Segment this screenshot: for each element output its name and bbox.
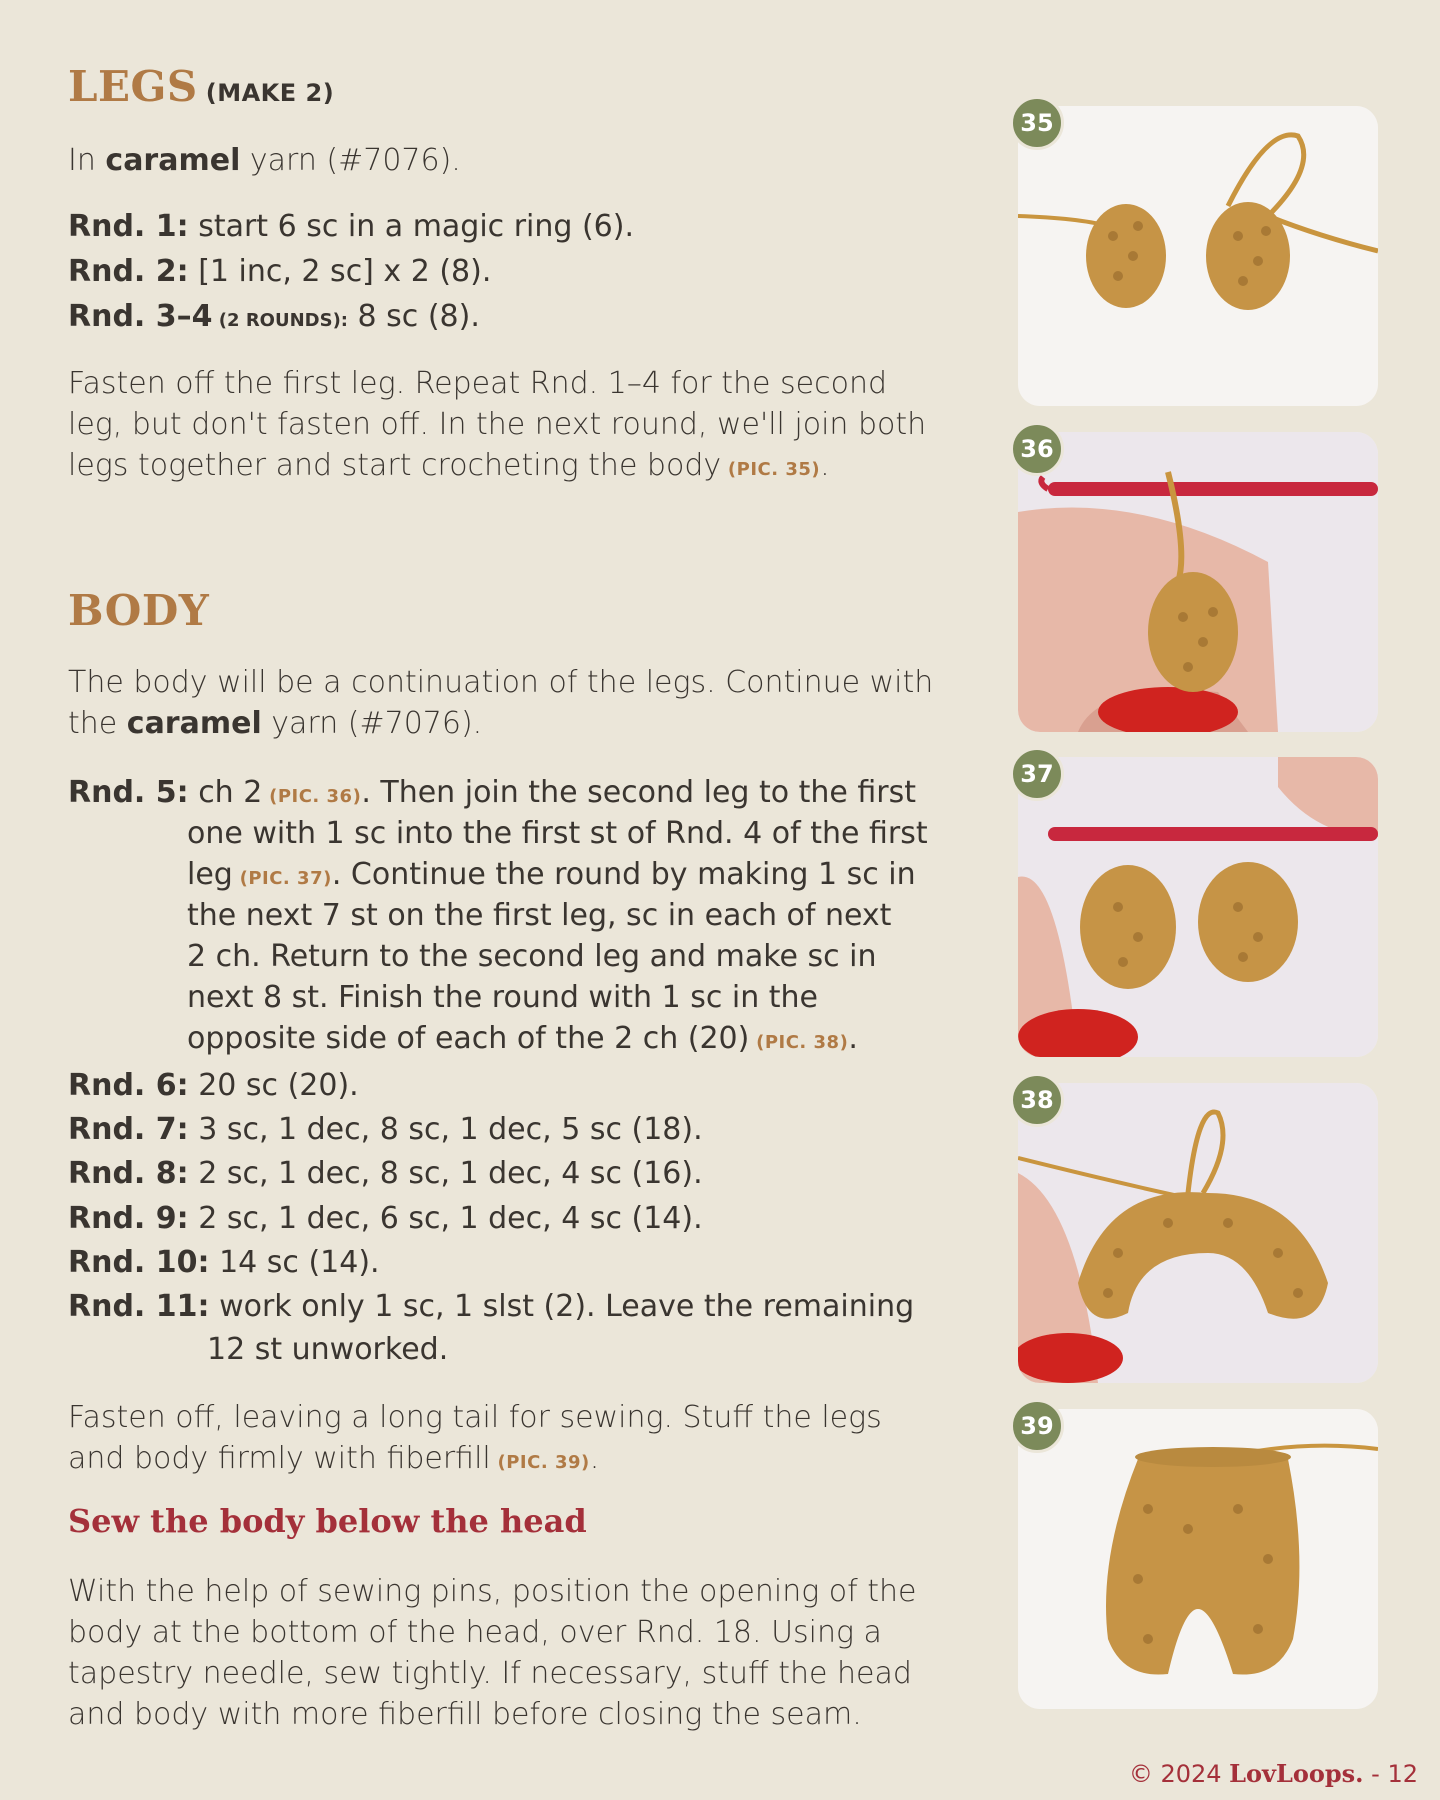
legs-title: LEGS — [68, 62, 198, 111]
body-intro: The body will be a continuation of the legs. Continue with the caramel yarn (#7076). — [68, 665, 934, 741]
body-rnd-9: Rnd. 9: 2 sc, 1 dec, 6 sc, 1 dec, 4 sc (14). — [68, 1201, 703, 1236]
body-rnd-11-line: 12 st unworked. — [207, 1332, 449, 1367]
body-rnd-5-line: 2 ch. Return to the second leg and make sc in — [187, 939, 877, 974]
legs-heading — [68, 62, 334, 111]
photo-36-image — [1018, 432, 1378, 732]
brand-logo: LovLoops. — [1229, 1759, 1364, 1788]
photo-35-image — [1018, 106, 1378, 406]
picture-number-39: 39 — [1010, 1399, 1064, 1453]
sew-text: With the help of sewing pins, position the opening of the body at the bottom of the head, over Rnd. 18. Using a tapestry needle, sew tightly. If necessary, stuff the head and body with more fiberfill before closing the seam. — [68, 1574, 917, 1732]
body-rnd-7: Rnd. 7: 3 sc, 1 dec, 8 sc, 1 dec, 5 sc (18). — [68, 1112, 703, 1147]
body-fasten-note: Fasten off, leaving a long tail for sewing. Stuff the legs and body firmly with fiberfill (PIC. 39). — [68, 1400, 882, 1476]
photo-38-image — [1018, 1083, 1378, 1383]
pic-ref-35: (PIC. 35) — [721, 459, 821, 480]
photo-35 — [1018, 106, 1378, 406]
page-footer — [1129, 1759, 1418, 1788]
body-rnd-5-line: one with 1 sc into the first st of Rnd. 4 of the first — [187, 816, 928, 851]
photo-37-image — [1018, 757, 1378, 1057]
legs-subtitle: (MAKE 2) — [205, 79, 335, 107]
pic-ref-38: (PIC. 38) — [749, 1032, 849, 1053]
picture-number-38: 38 — [1010, 1073, 1064, 1127]
photo-37 — [1018, 757, 1378, 1057]
sew-title: Sew the body below the head — [68, 1502, 587, 1540]
copyright: © 2024 — [1128, 1760, 1230, 1788]
picture-number-37: 37 — [1010, 747, 1064, 801]
pic-ref-39: (PIC. 39) — [490, 1452, 590, 1473]
picture-number-35: 35 — [1010, 96, 1064, 150]
photo-36 — [1018, 432, 1378, 732]
body-rnd-5-line: opposite side of each of the 2 ch (20) (PIC. 38). — [187, 1021, 858, 1056]
legs-rnd-1: Rnd. 1: start 6 sc in a magic ring (6). — [68, 209, 634, 244]
picture-number-36: 36 — [1010, 422, 1064, 476]
pic-ref-37: (PIC. 37) — [232, 868, 332, 889]
page-number: - 12 — [1363, 1760, 1418, 1788]
photo-39-image — [1018, 1409, 1378, 1709]
body-rnd-5-line: next 8 st. Finish the round with 1 sc in the — [187, 980, 819, 1015]
body-rnd-6: Rnd. 6: 20 sc (20). — [68, 1068, 359, 1103]
photo-39 — [1018, 1409, 1378, 1709]
body-rnd-8: Rnd. 8: 2 sc, 1 dec, 8 sc, 1 dec, 4 sc (16). — [68, 1156, 703, 1191]
body-rnd-10: Rnd. 10: 14 sc (14). — [68, 1245, 380, 1280]
legs-note: Fasten off the first leg. Repeat Rnd. 1–4 for the second leg, but don't fasten off. In the next round, we'll join both legs together and start crocheting the body (PIC. 35). — [68, 366, 927, 483]
body-rnd-5-line: leg (PIC. 37). Continue the round by making 1 sc in — [187, 857, 916, 892]
pic-ref-36: (PIC. 36) — [262, 786, 362, 807]
body-rnd-11: Rnd. 11: work only 1 sc, 1 slst (2). Leave the remaining — [68, 1289, 915, 1324]
body-rnd-5: Rnd. 5: ch 2 (PIC. 36). Then join the second leg to the first — [68, 775, 917, 810]
legs-rnd-3-4: Rnd. 3–4 (2 ROUNDS): 8 sc (8). — [68, 299, 480, 334]
body-title: BODY — [68, 586, 210, 635]
legs-rnd-2: Rnd. 2: [1 inc, 2 sc] x 2 (8). — [68, 254, 492, 289]
legs-yarn: In caramel yarn (#7076). — [68, 143, 461, 178]
photo-38 — [1018, 1083, 1378, 1383]
body-rnd-5-line: the next 7 st on the first leg, sc in each of next — [187, 898, 892, 933]
